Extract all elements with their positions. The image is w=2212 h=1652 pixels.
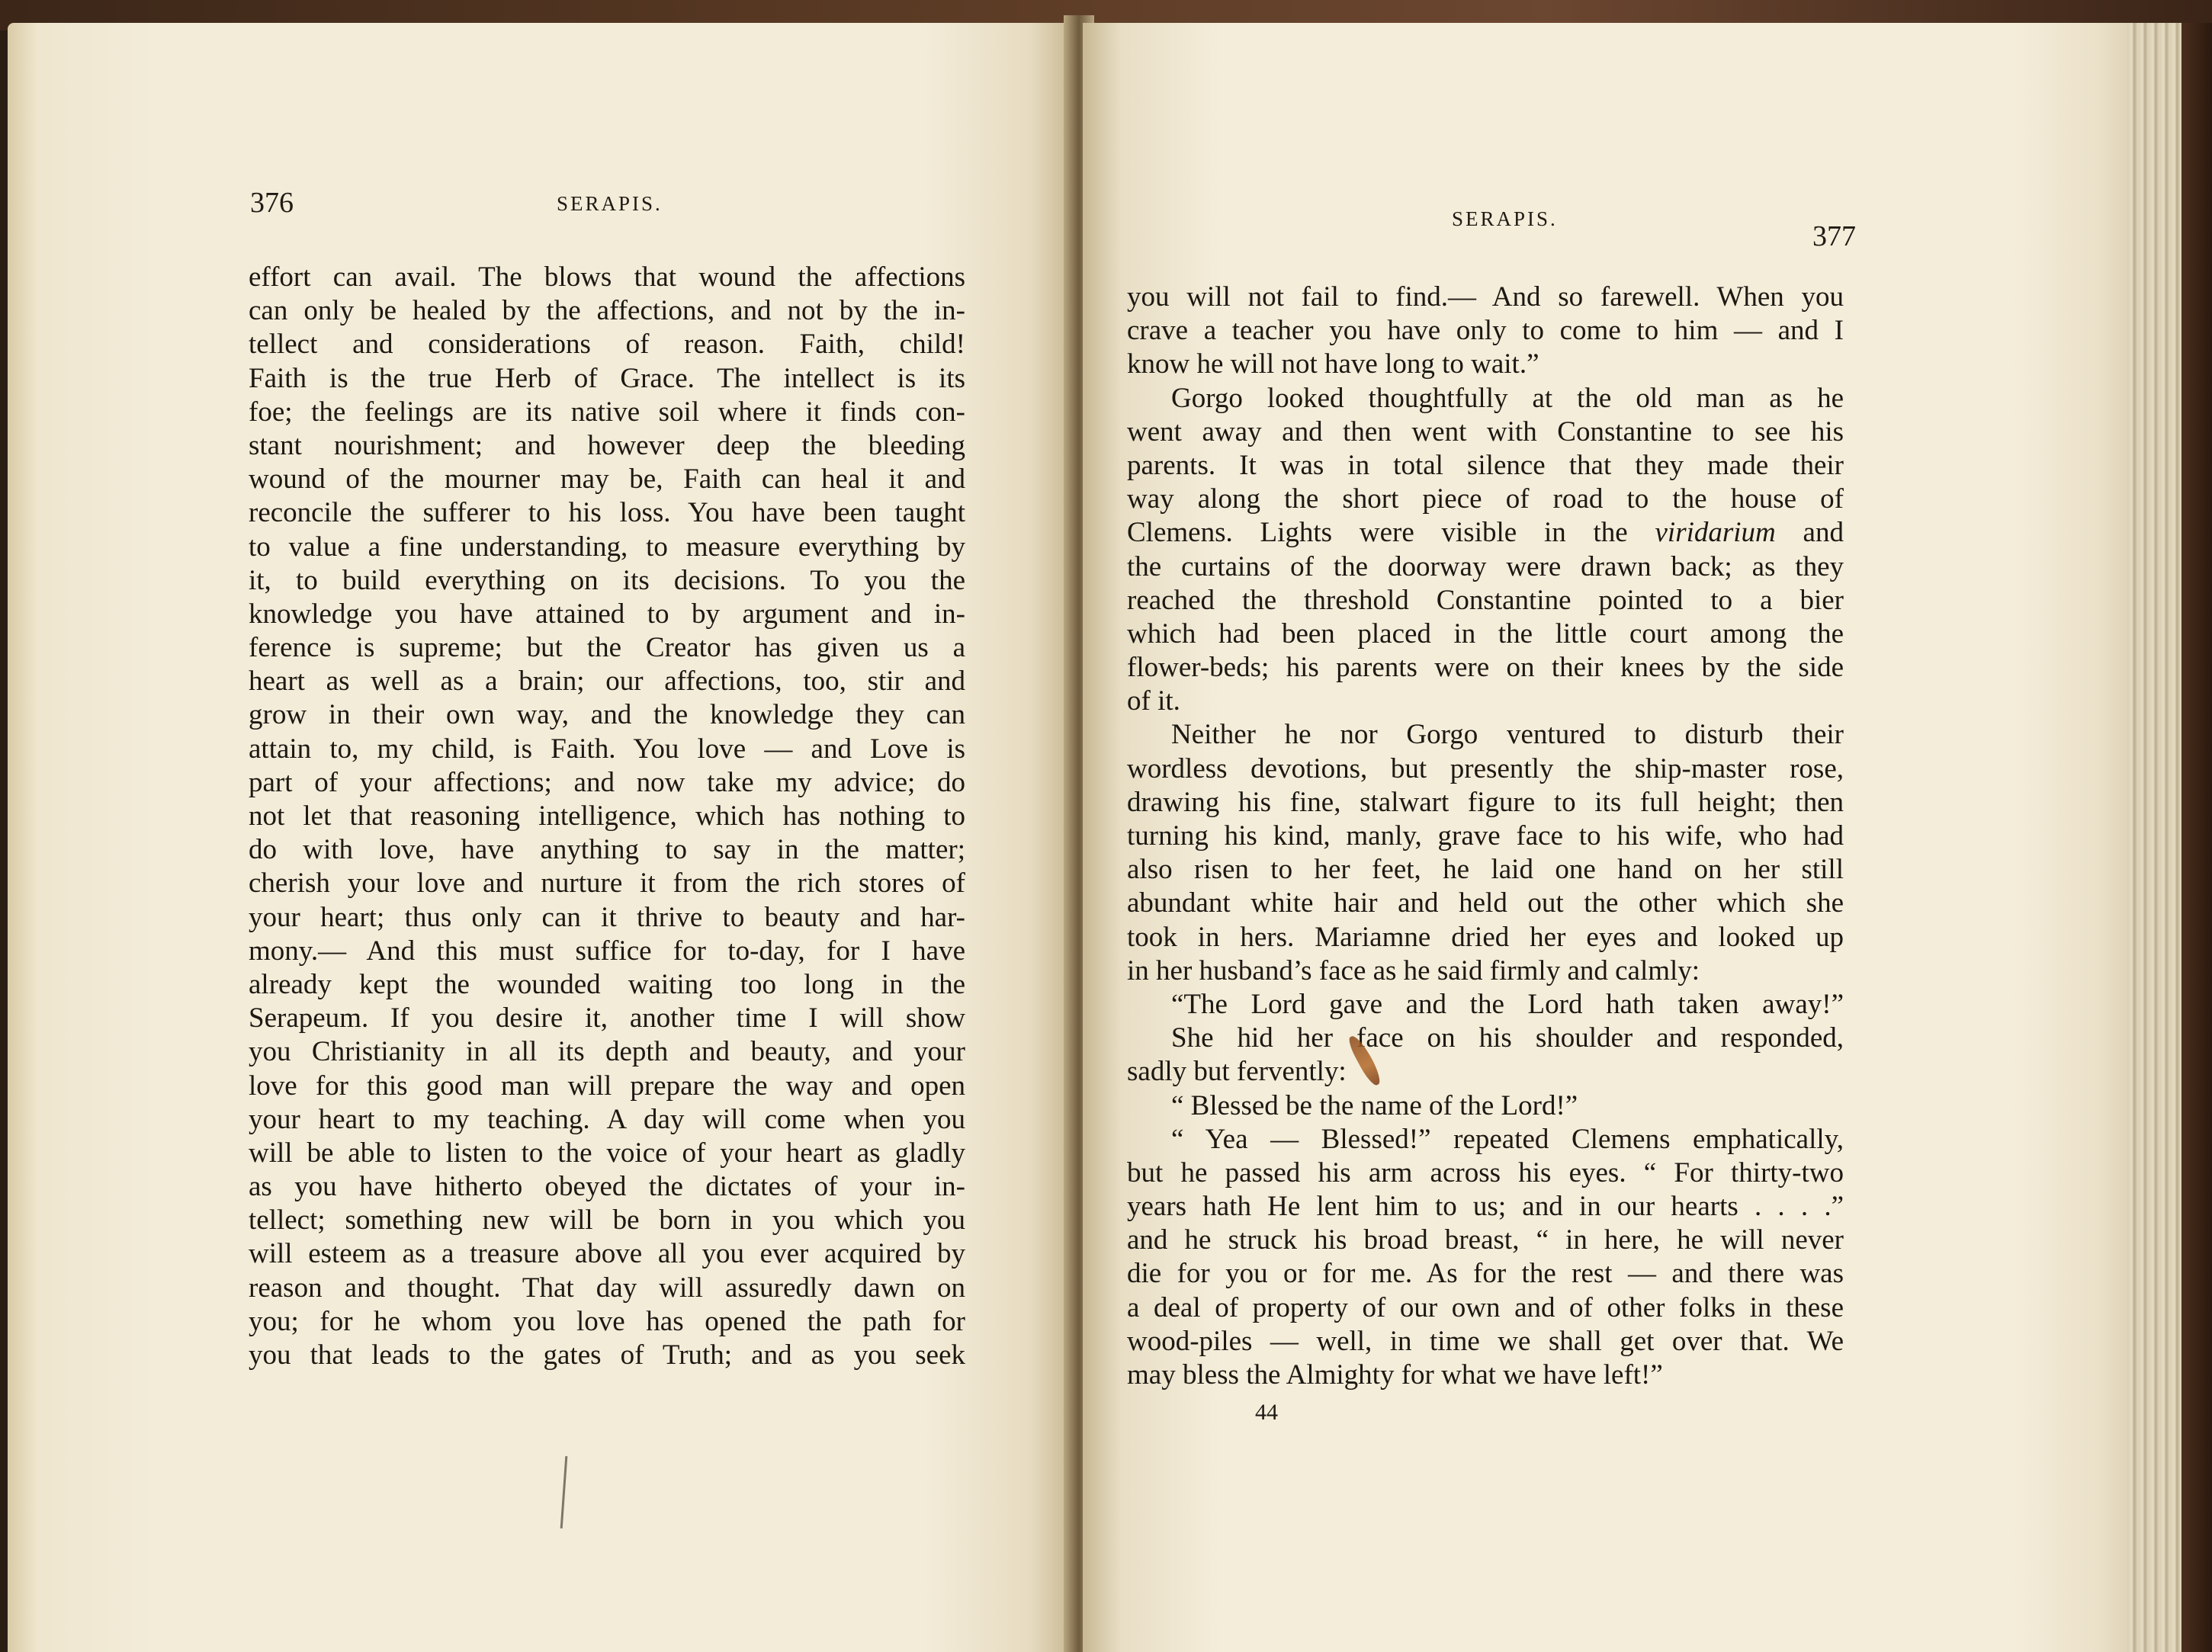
text-line: you Christianity in all its depth and beauty, and your [249,1036,965,1068]
text-line: wordless devotions, but presently the ship-master rose, [1127,752,1844,784]
text-line: as you have hitherto obeyed the dictates of your in- [249,1171,965,1203]
text-line: took in hers. Mariamne dried her eyes and looked up [1127,921,1844,953]
text-line: love for this good man will prepare the way and open [249,1070,965,1102]
text-line: can only be healed by the affections, and not by the in- [249,295,965,327]
running-head-right: SERAPIS. [1452,207,1558,230]
text-line: sadly but fervently: [1127,1056,1347,1088]
text-line: part of your affections; and now take my advice; do [249,766,965,798]
text-line: “The Lord gave and the Lord hath taken away!” [1171,988,1844,1020]
text-line: may bless the Almighty for what we have left!” [1127,1359,1663,1391]
text-line: will esteem as a treasure above all you ever acquired by [249,1238,965,1270]
text-line: your heart; thus only can it thrive to beauty and har- [249,901,965,933]
text-line: tellect and considerations of reason. Faith, child! [249,329,965,361]
back-cover [2182,23,2212,1652]
text-line: Serapeum. If you desire it, another time I will show [249,1002,965,1035]
text-line: drawing his fine, stalwart figure to its full height; then [1127,786,1844,818]
text-line: stant nourishment; and however deep the bleeding [249,429,965,461]
text-line: ference is supreme; but the Creator has given us a [249,632,965,664]
text-line: of it. [1127,685,1180,717]
text-line: cherish your love and nurture it from the rich stores of [249,868,965,900]
page-edges [2127,23,2212,1652]
text-line: wood-piles — well, in time we shall get over that. We [1127,1325,1844,1357]
text-line: and he struck his broad breast, “ in here, he will never [1127,1224,1844,1256]
right-body-text [1127,281,1844,1392]
text-line: also risen to her feet, he laid one hand on her still [1127,854,1844,886]
text-line: Neither he nor Gorgo ventured to disturb their [1171,719,1844,751]
text-line: way along the short piece of road to the house of [1127,483,1844,515]
text-line: years hath He lent him to us; and in our hearts . . . .” [1127,1191,1844,1223]
text-line: Faith is the true Herb of Grace. The intellect is its [249,362,965,394]
left-body-text [249,261,965,1372]
text-line: which had been placed in the little court among the [1127,617,1844,650]
text-line: foe; the feelings are its native soil where it finds con- [249,396,965,428]
text-line: not let that reasoning intelligence, which has nothing to [249,800,965,832]
text-line: to value a fine understanding, to measure everything by [249,531,965,563]
text-line: your heart to my teaching. A day will come when you [249,1103,965,1135]
text-line: will be able to listen to the voice of your heart as gladly [249,1137,965,1169]
text-line: grow in their own way, and the knowledge they can [249,699,965,731]
text-line: do with love, have anything to say in the matter; [249,834,965,866]
text-line: you will not fail to find.— And so farewell. When you [1127,281,1844,313]
text-line: effort can avail. The blows that wound the affections [249,261,965,293]
text-line: already kept the wounded waiting too long in the [249,968,965,1000]
text-line: knowledge you have attained to by argument and in- [249,598,965,630]
text-line: turning his kind, manly, grave face to his wife, who had [1127,820,1844,852]
text-line: know he will not have long to wait.” [1127,348,1539,380]
text-line: parents. It was in total silence that they made their [1127,449,1844,481]
text-line: abundant white hair and held out the other which she [1127,887,1844,919]
text-line: heart as well as a brain; our affections, too, stir and [249,666,965,698]
page-number-right: 377 [1812,220,1856,252]
text-line: a deal of property of our own and of other folks in these [1127,1291,1844,1323]
text-line: it, to build everything on its decisions. To you the [249,564,965,596]
pencil-mark [560,1456,568,1529]
text-line: reached the threshold Constantine pointed to a bier [1127,584,1844,616]
text-line: mony.— And this must suffice for to-day, for I have [249,935,965,967]
text-line: reconcile the sufferer to his loss. You have been taught [249,497,965,529]
text-line: reason and thought. That day will assuredly dawn on [249,1272,965,1304]
page-number-left: 376 [250,187,294,219]
text-line: “ Blessed be the name of the Lord!” [1171,1089,1578,1121]
text-line: the curtains of the doorway were drawn back; as they [1127,550,1844,582]
text-line: tellect; something new will be born in you which you [249,1205,965,1237]
text-line: She hid her face on his shoulder and responded, [1171,1022,1844,1054]
right-page [1083,23,2150,1652]
text-line: but he passed his arm across his eyes. “ For thirty-two [1127,1156,1844,1188]
left-page [8,23,1071,1652]
text-line: attain to, my child, is Faith. You love — and Love is [249,733,965,765]
text-line: flower-beds; his parents were on their knees by the side [1127,652,1844,684]
text-line: in her husband’s face as he said firmly and calmly: [1127,954,1700,986]
text-line: Gorgo looked thoughtfully at the old man as he [1171,382,1844,414]
text-line: you that leads to the gates of Truth; and as you seek [249,1339,965,1371]
text-line: went away and then went with Constantine to see his [1127,415,1844,447]
text-line: Clemens. Lights were visible in the viridarium and [1127,517,1844,549]
text-line: wound of the mourner may be, Faith can heal it and [249,464,965,496]
running-head-left: SERAPIS. [557,192,663,215]
text-line: die for you or for me. As for the rest — and there was [1127,1258,1844,1290]
text-line: you; for he whom you love has opened the path for [249,1305,965,1337]
text-line: “ Yea — Blessed!” repeated Clemens emphatically, [1171,1123,1844,1155]
signature-mark: 44 [1255,1400,1278,1425]
text-line: crave a teacher you have only to come to him — and I [1127,315,1844,347]
